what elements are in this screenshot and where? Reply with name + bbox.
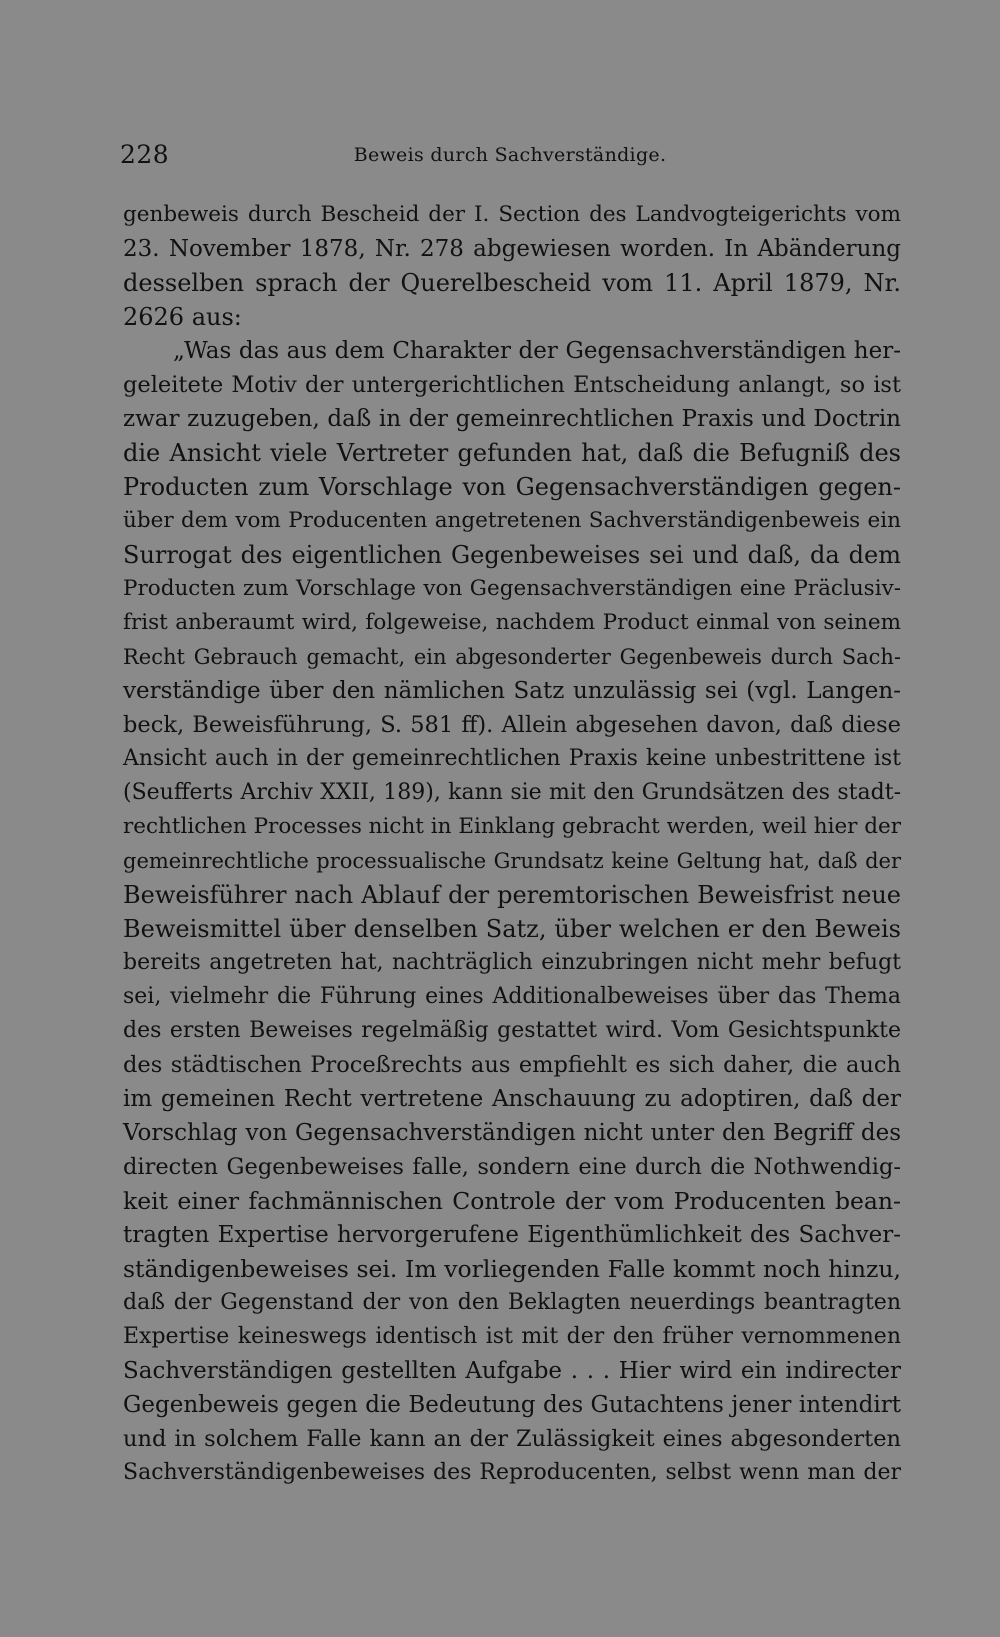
text-line: (Seufferts Archiv XXII, 189), kann sie mit den Grundsätzen des stadt- <box>123 780 901 805</box>
text-line: Beweisführer nach Ablauf der peremtorischen Beweisfrist neue <box>123 881 901 909</box>
text-line: 2626 aus: <box>123 303 242 331</box>
text-line: beck, Beweisführung, S. 581 ff). Allein abgesehen davon, daß diese <box>123 712 901 738</box>
text-line: Sachverständigenbeweises des Reproducenten, selbst wenn man der <box>123 1460 901 1485</box>
text-line: des ersten Beweises regelmäßig gestattet wird. Vom Gesichtspunkte <box>123 1018 901 1043</box>
text-line: desselben sprach der Querelbescheid vom 11. April 1879, Nr. <box>123 269 901 297</box>
text-line: Expertise keineswegs identisch ist mit der den früher vernommenen <box>123 1324 901 1349</box>
text-line: daß der Gegenstand der von den Beklagten neuerdings beantragten <box>123 1290 901 1315</box>
text-line: verständige über den nämlichen Satz unzulässig sei (vgl. Langen- <box>123 678 901 704</box>
text-line: tragten Expertise hervorgerufene Eigenthümlichkeit des Sachver- <box>123 1222 901 1248</box>
text-line: Surrogat des eigentlichen Gegenbeweises sei und daß, da dem <box>123 541 901 569</box>
text-line: Vorschlag von Gegensachverständigen nicht unter den Begriff des <box>123 1120 901 1146</box>
text-line: gemeinrechtliche processualische Grundsatz keine Geltung hat, daß der <box>123 849 901 873</box>
text-line: Beweismittel über denselben Satz, über welchen er den Beweis <box>123 915 901 943</box>
text-line: des städtischen Proceßrechts aus empfiehlt es sich daher, die auch <box>123 1052 901 1078</box>
text-line: rechtlichen Processes nicht in Einklang gebracht werden, weil hier der <box>123 814 902 839</box>
text-line: und in solchem Falle kann an der Zulässigkeit eines abgesonderten <box>123 1426 901 1452</box>
text-line: im gemeinen Recht vertretene Anschauung zu adoptiren, daß der <box>123 1086 901 1112</box>
text-line: genbeweis durch Bescheid der I. Section des Landvogteigerichts vom <box>123 202 901 227</box>
text-line: keit einer fachmännischen Controle der vom Producenten bean- <box>123 1187 901 1215</box>
body-text <box>123 198 901 1490</box>
text-line: bereits angetreten hat, nachträglich einzubringen nicht mehr befugt <box>123 950 901 975</box>
text-line: Ansicht auch in der gemeinrechtlichen Praxis keine unbestrittene ist <box>123 746 901 771</box>
text-line: frist anberaumt wird, folgeweise, nachdem Product einmal von seinem <box>123 610 901 635</box>
text-line: „Was das aus dem Charakter der Gegensachverständigen her- <box>173 338 901 364</box>
text-line: über dem vom Producenten angetretenen Sachverständigenbeweis ein <box>123 508 901 533</box>
text-line: die Ansicht viele Vertreter gefunden hat, daß die Befugniß des <box>123 439 901 467</box>
text-line: 23. November 1878, Nr. 278 abgewiesen worden. In Abänderung <box>123 236 901 262</box>
text-line: ständigenbeweises sei. Im vorliegenden Falle kommt noch hinzu, <box>123 1255 901 1283</box>
text-line: geleitete Motiv der untergerichtlichen Entscheidung anlangt, so ist <box>123 372 901 398</box>
page-header <box>120 140 900 180</box>
text-line: Producten zum Vorschlage von Gegensachverständigen gegen- <box>123 473 901 501</box>
running-head: Beweis durch Sachverständige. <box>353 144 667 166</box>
text-line: Sachverständigen gestellten Aufgabe . . . Hier wird ein indirecter <box>123 1358 901 1384</box>
text-line: directen Gegenbeweises falle, sondern eine durch die Nothwendig- <box>123 1154 901 1180</box>
text-line: Producten zum Vorschlage von Gegensachverständigen eine Präclusiv- <box>123 576 901 601</box>
text-line: zwar zuzugeben, daß in der gemeinrechtlichen Praxis und Doctrin <box>123 406 901 432</box>
text-line: Gegenbeweis gegen die Bedeutung des Gutachtens jener intendirt <box>123 1392 901 1418</box>
page-number: 228 <box>120 140 170 169</box>
text-line: sei, vielmehr die Führung eines Additionalbeweises über das Thema <box>123 984 901 1009</box>
text-line: Recht Gebrauch gemacht, ein abgesonderter Gegenbeweis durch Sach- <box>123 645 901 669</box>
